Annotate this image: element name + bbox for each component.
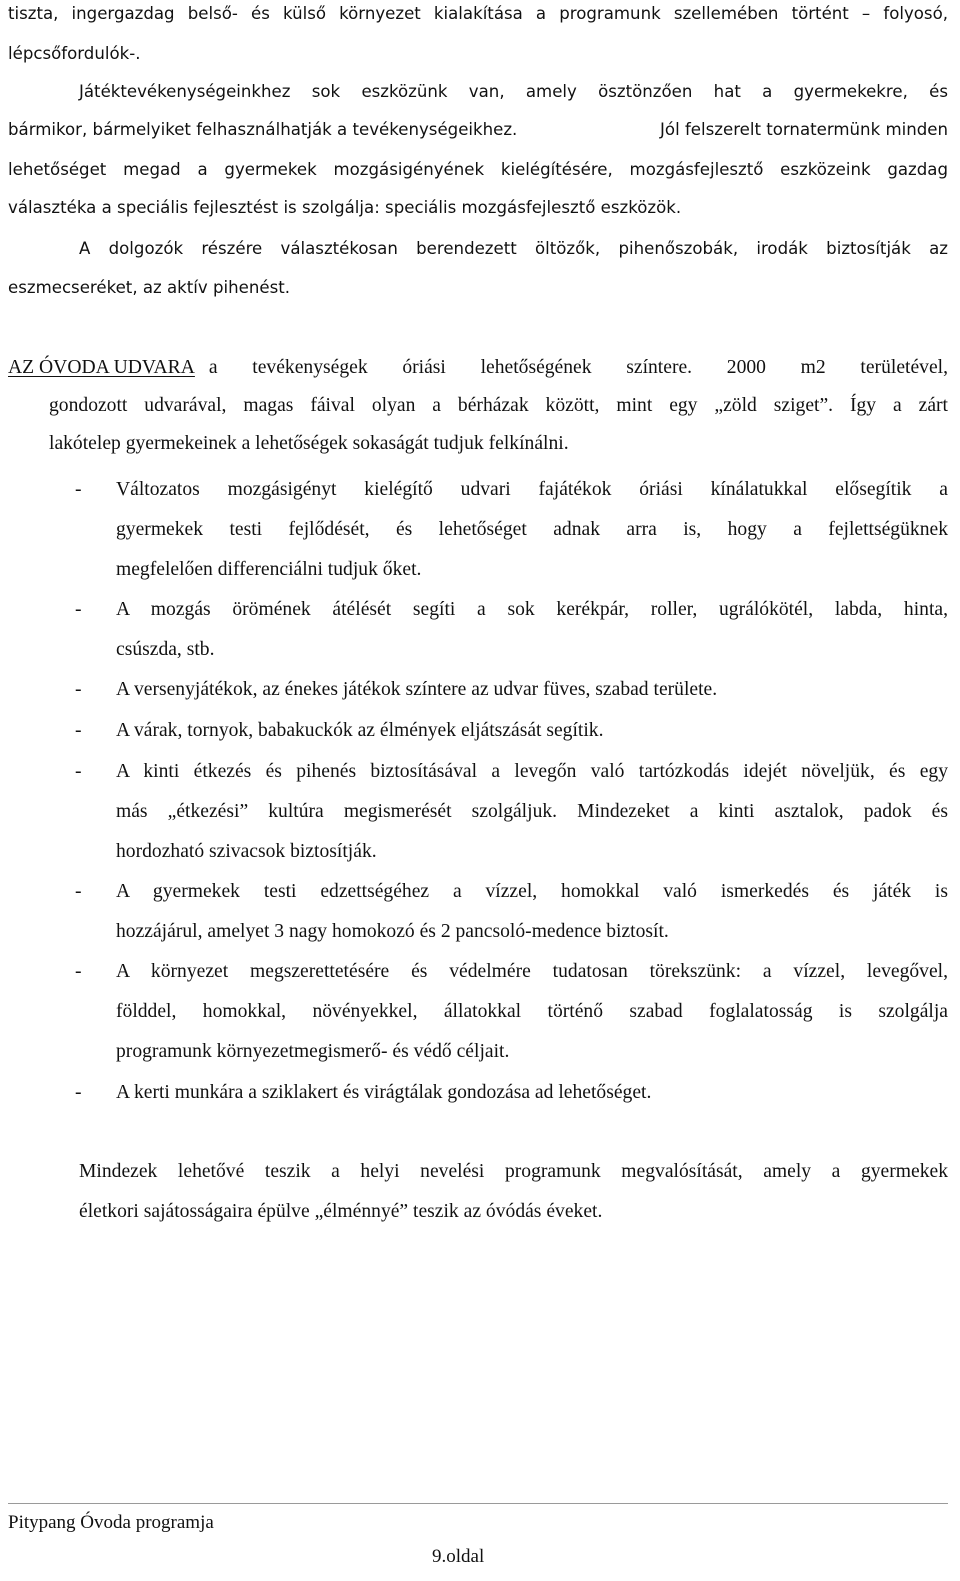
intro-line-2: lépcsőfordulók-. [8, 44, 141, 63]
toys-line-1: Játéktevékenységeinkhez sok eszközünk van, amely ösztönzően hat a gyermekekre, és [79, 82, 948, 101]
list-item-line: hordozható szivacsok biztosítják. [116, 841, 377, 862]
list-item-line: Változatos mozgásigényt kielégítő udvari fajátékok óriási kínálatukkal elősegítik a [116, 479, 948, 500]
list-dash: - [75, 881, 82, 902]
toys-line-2 [8, 122, 948, 139]
list-dash: - [75, 1082, 82, 1103]
list-dash: - [75, 720, 82, 741]
toys-line-4: választéka a speciális fejlesztést is szolgálja: speciális mozgásfejlesztő eszközök. [8, 198, 682, 217]
list-item-line: megfelelően differenciálni tudjuk őket. [116, 559, 422, 580]
list-item-line: A kerti munkára a sziklakert és virágtálak gondozása ad lehetőséget. [116, 1082, 652, 1103]
list-item-line: programunk környezetmegismerő- és védő céljait. [116, 1041, 510, 1062]
list-dash: - [75, 599, 82, 620]
staff-line-1: A dolgozók részére választékosan berendezett öltözők, pihenőszobák, irodák biztosítják az [79, 239, 948, 258]
list-dash: - [75, 961, 82, 982]
closing-line-1: Mindezek lehetővé teszik a helyi nevelési programunk megvalósítását, amely a gyermekek [79, 1161, 948, 1182]
yard-line-3: lakótelep gyermekeinek a lehetőségek sokaságát tudjuk felkínálni. [49, 433, 569, 454]
list-item-line: A mozgás örömének átélését segíti a sok kerékpár, roller, ugrálókötél, labda, hinta, [116, 599, 948, 620]
footer-divider [8, 1503, 948, 1504]
closing-line-2: életkori sajátosságaira épülve „élménnyé” teszik az óvódás éveket. [79, 1201, 603, 1222]
list-item-line: más „étkezési” kultúra megismerését szolgáljuk. Mindezeket a kinti asztalok, padok és [116, 801, 948, 822]
list-dash: - [75, 761, 82, 782]
list-dash: - [75, 479, 82, 500]
list-item-line: földdel, homokkal, növényekkel, állatokkal történő szabad foglalatosság is szolgálja [116, 1001, 948, 1022]
page-number: 9.oldal [432, 1546, 485, 1567]
toys-line-2-a: bármikor, bármelyiket felhasználhatják a tevékenységeikhez. [8, 120, 518, 139]
list-item-line: A várak, tornyok, babakuckók az élmények eljátszását segítik. [116, 720, 604, 741]
toys-line-2-b: Jól felszerelt tornatermünk minden [660, 120, 948, 139]
list-item-line: csúszda, stb. [116, 639, 215, 660]
list-item-line: A versenyjátékok, az énekes játékok színtere az udvar füves, szabad területe. [116, 679, 718, 700]
list-item-line: gyermekek testi fejlődését, és lehetőséget adnak arra is, hogy a fejlettségüknek [116, 519, 948, 540]
staff-line-2: eszmecseréket, az aktív pihenést. [8, 278, 291, 297]
toys-line-3: lehetőséget megad a gyermekek mozgásigényének kielégítésére, mozgásfejlesztő eszközeink gazdag [8, 160, 948, 179]
list-item-line: A kinti étkezés és pihenés biztosításával a levegőn való tartózkodás idejét növeljük, és egy [116, 761, 948, 782]
yard-line-1-rest: a tevékenységek óriási lehetőségének színtere. 2000 m2 területével, [208, 357, 948, 378]
list-dash: - [75, 679, 82, 700]
yard-line-1 [8, 358, 948, 378]
yard-heading: AZ ÓVODA UDVARA [8, 357, 195, 378]
list-item-line: A gyermekek testi edzettségéhez a vízzel, homokkal való ismerkedés és játék is [116, 881, 948, 902]
yard-line-2: gondozott udvarával, magas fáival olyan a bérházak között, mint egy „zöld sziget”. Így a zárt [49, 395, 948, 416]
list-item-line: A környezet megszerettetésére és védelmére tudatosan törekszünk: a vízzel, levegővel, [116, 961, 948, 982]
intro-line-1: tiszta, ingergazdag belső- és külső környezet kialakítása a programunk szellemében történt – folyosó, [8, 4, 948, 23]
list-item-line: hozzájárul, amelyet 3 nagy homokozó és 2 pancsoló-medence biztosít. [116, 921, 669, 942]
footer-title: Pitypang Óvoda programja [8, 1512, 214, 1533]
